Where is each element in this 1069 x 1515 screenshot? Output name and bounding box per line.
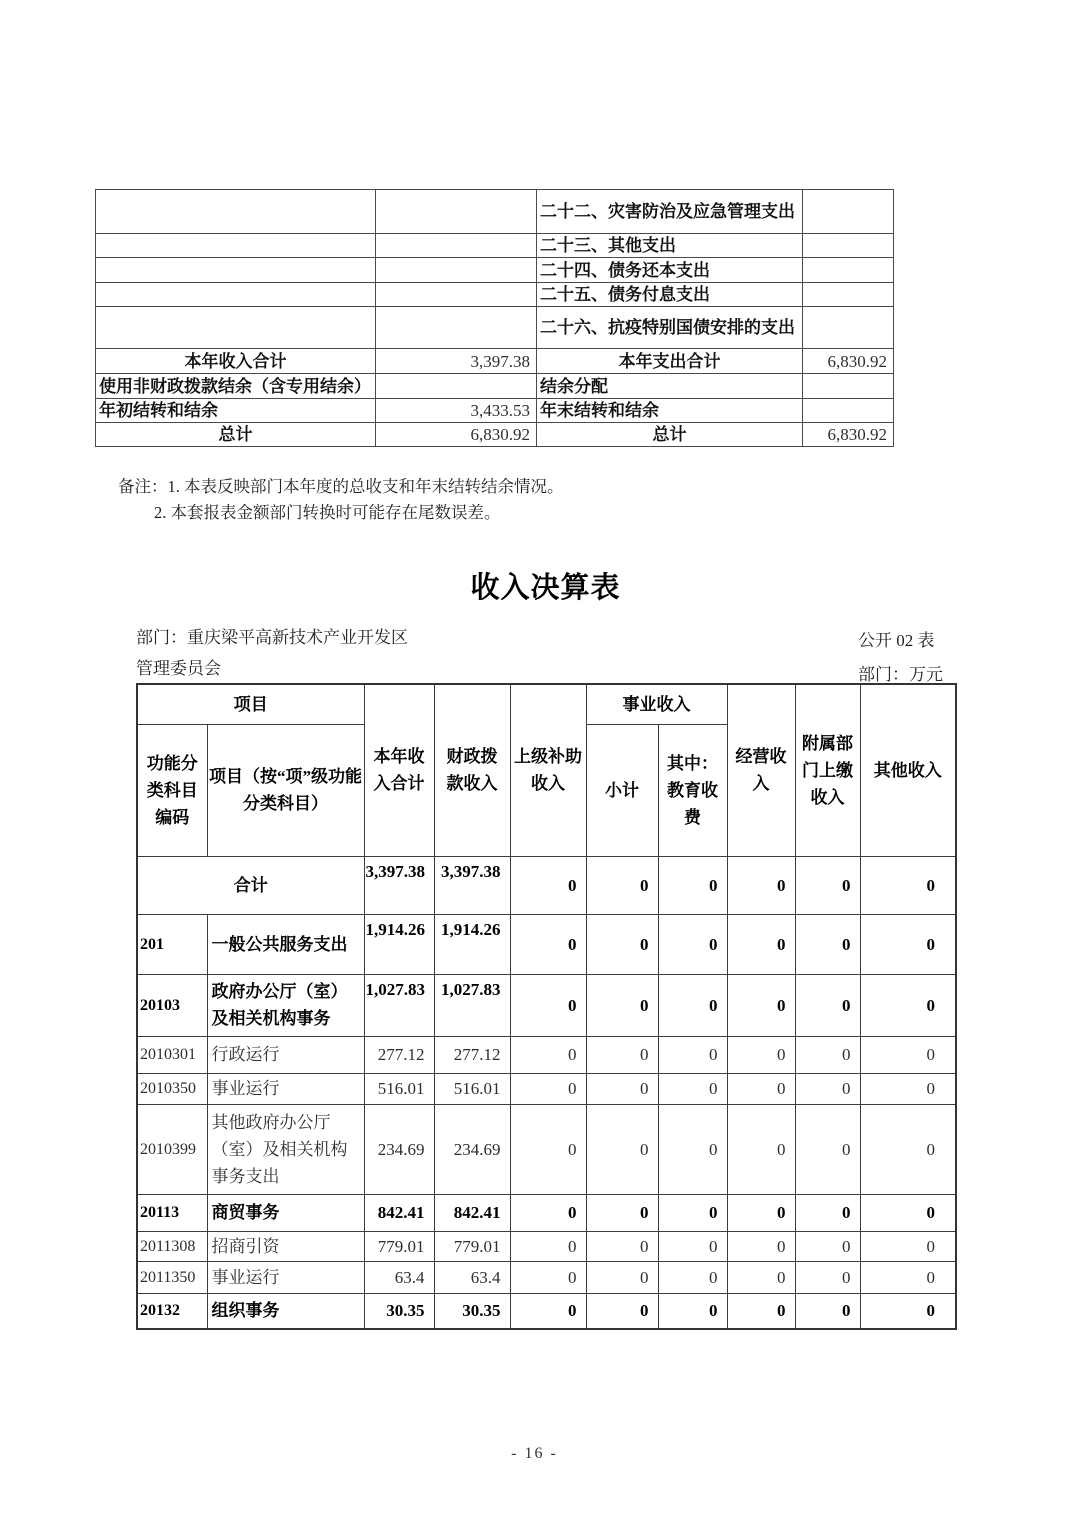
income-value-cell: 0 xyxy=(727,1194,795,1231)
income-value-cell: 516.01 xyxy=(434,1073,510,1104)
income-item-name: 事业运行 xyxy=(207,1073,364,1104)
income-value-cell: 1,914.26 xyxy=(434,914,510,974)
income-value-cell: 0 xyxy=(510,856,586,914)
income-value-cell: 0 xyxy=(658,1293,727,1329)
summary-income-value xyxy=(376,307,537,349)
summary-expense-label: 年末结转和结余 xyxy=(537,399,803,423)
income-value-cell: 0 xyxy=(795,1036,860,1073)
summary-row xyxy=(96,374,894,399)
page-title: 收入决算表 xyxy=(470,572,621,604)
income-value-cell: 0 xyxy=(795,1194,860,1231)
income-value-cell: 0 xyxy=(727,1073,795,1104)
income-value-cell: 0 xyxy=(860,856,956,914)
col-header-superior-label: 上级补助收入 xyxy=(514,747,582,794)
col-header-operating xyxy=(727,684,795,856)
income-item-name: 一般公共服务支出 xyxy=(207,914,364,974)
income-value-cell: 30.35 xyxy=(434,1293,510,1329)
income-value-cell: 0 xyxy=(510,1261,586,1293)
income-item-name: 行政运行 xyxy=(207,1036,364,1073)
income-value-cell: 234.69 xyxy=(364,1104,434,1194)
summary-expense-value xyxy=(803,283,894,307)
col-header-other: 其他收入 xyxy=(860,684,956,856)
income-item-code: 201 xyxy=(137,914,207,974)
income-item-name: 政府办公厅（室）及相关机构事务 xyxy=(207,974,364,1036)
income-item-name: 事业运行 xyxy=(207,1261,364,1293)
summary-income-value xyxy=(376,258,537,283)
summary-row xyxy=(96,258,894,283)
col-header-operating-label: 经营收入 xyxy=(735,747,787,794)
summary-expense-label: 二十三、其他支出 xyxy=(537,234,803,258)
income-value-cell: 0 xyxy=(860,1073,956,1104)
summary-expense-label: 二十二、灾害防治及应急管理支出 xyxy=(537,190,803,234)
summary-expense-value xyxy=(803,374,894,399)
summary-income-value xyxy=(376,234,537,258)
col-header-annual-total xyxy=(364,684,434,856)
income-table-body xyxy=(137,856,956,1329)
col-header-annual-total-label: 本年收入合计 xyxy=(373,747,425,794)
income-value-cell: 0 xyxy=(795,1073,860,1104)
income-value-cell: 0 xyxy=(586,914,658,974)
summary-income-value xyxy=(376,374,537,399)
income-value-cell: 0 xyxy=(510,1036,586,1073)
income-table-header xyxy=(137,684,956,856)
note-text-1: 1. 本表反映部门本年度的总收支和年末结转结余情况。 xyxy=(167,477,564,496)
income-value-cell: 0 xyxy=(586,1073,658,1104)
income-item-code: 20113 xyxy=(137,1194,207,1231)
summary-row xyxy=(96,349,894,374)
income-value-cell: 0 xyxy=(727,974,795,1036)
form-number: 公开 02 表 xyxy=(858,631,935,650)
income-value-cell: 0 xyxy=(510,974,586,1036)
department-block xyxy=(136,622,408,684)
income-item-name: 合计 xyxy=(137,856,364,914)
income-item-name: 商贸事务 xyxy=(207,1194,364,1231)
income-value-cell: 0 xyxy=(727,914,795,974)
col-header-project: 项目 xyxy=(137,684,364,724)
notes-label: 备注： xyxy=(118,477,168,496)
notes xyxy=(118,474,564,526)
income-value-cell: 0 xyxy=(586,1231,658,1261)
summary-income-label xyxy=(96,283,376,307)
income-value-cell: 0 xyxy=(658,1194,727,1231)
summary-table xyxy=(95,189,894,447)
summary-expense-value: 6,830.92 xyxy=(803,423,894,447)
income-value-cell: 63.4 xyxy=(434,1261,510,1293)
income-item-name: 组织事务 xyxy=(207,1293,364,1329)
income-item-code: 2011350 xyxy=(137,1261,207,1293)
income-value-cell: 0 xyxy=(658,1261,727,1293)
income-value-cell: 0 xyxy=(510,1104,586,1194)
income-row xyxy=(137,1036,956,1073)
summary-expense-label: 二十五、债务付息支出 xyxy=(537,283,803,307)
income-item-name: 其他政府办公厅（室）及相关机构事务支出 xyxy=(207,1104,364,1194)
form-meta-block xyxy=(858,624,978,692)
col-header-subtotal: 小计 xyxy=(586,724,658,856)
income-value-cell: 0 xyxy=(795,974,860,1036)
income-value-cell: 842.41 xyxy=(364,1194,434,1231)
income-row xyxy=(137,1073,956,1104)
col-header-superior xyxy=(510,684,586,856)
summary-income-value xyxy=(376,190,537,234)
income-item-code: 2011308 xyxy=(137,1231,207,1261)
income-header-row-1 xyxy=(137,684,956,724)
income-table xyxy=(136,683,957,1330)
summary-expense-value xyxy=(803,258,894,283)
summary-expense-label: 总计 xyxy=(537,423,803,447)
income-value-cell: 0 xyxy=(860,1293,956,1329)
department-line-1: 部门：重庆梁平高新技术产业开发区 xyxy=(136,628,408,647)
summary-income-label: 本年收入合计 xyxy=(96,349,376,374)
income-value-cell: 0 xyxy=(727,1036,795,1073)
col-header-code xyxy=(137,724,207,856)
income-value-cell: 0 xyxy=(795,914,860,974)
income-value-cell: 0 xyxy=(658,1231,727,1261)
summary-income-value: 3,433.53 xyxy=(376,399,537,423)
summary-income-label: 年初结转和结余 xyxy=(96,399,376,423)
income-value-cell: 0 xyxy=(795,856,860,914)
income-value-cell: 0 xyxy=(586,1194,658,1231)
summary-expense-label: 本年支出合计 xyxy=(537,349,803,374)
income-value-cell: 0 xyxy=(795,1231,860,1261)
summary-income-value: 6,830.92 xyxy=(376,423,537,447)
income-row xyxy=(137,914,956,974)
income-value-cell: 0 xyxy=(860,1104,956,1194)
income-value-cell: 0 xyxy=(510,1194,586,1231)
summary-expense-label: 二十六、抗疫特别国债安排的支出 xyxy=(537,307,803,349)
income-item-code: 2010301 xyxy=(137,1036,207,1073)
income-value-cell: 0 xyxy=(586,1293,658,1329)
income-row xyxy=(137,1231,956,1261)
summary-expense-value xyxy=(803,234,894,258)
income-value-cell: 842.41 xyxy=(434,1194,510,1231)
income-value-cell: 0 xyxy=(795,1261,860,1293)
income-row xyxy=(137,1104,956,1194)
income-value-cell: 0 xyxy=(510,914,586,974)
note-line-2: 2. 本套报表金额部门转换时可能存在尾数误差。 xyxy=(154,503,501,522)
summary-row xyxy=(96,234,894,258)
income-value-cell: 0 xyxy=(795,1293,860,1329)
income-value-cell: 234.69 xyxy=(434,1104,510,1194)
income-value-cell: 0 xyxy=(510,1293,586,1329)
income-value-cell: 1,914.26 xyxy=(364,914,434,974)
income-value-cell: 0 xyxy=(510,1231,586,1261)
summary-income-label xyxy=(96,307,376,349)
income-value-cell: 0 xyxy=(510,1073,586,1104)
summary-income-label xyxy=(96,258,376,283)
income-value-cell: 0 xyxy=(860,1036,956,1073)
col-header-item: 项目（按“项”级功能分类科目） xyxy=(207,724,364,856)
income-value-cell: 0 xyxy=(586,1036,658,1073)
note-line-1 xyxy=(118,474,564,500)
income-value-cell: 277.12 xyxy=(364,1036,434,1073)
income-value-cell: 0 xyxy=(658,856,727,914)
income-value-cell: 0 xyxy=(658,1036,727,1073)
col-header-affiliated-label: 附属部门上缴收入 xyxy=(802,733,853,807)
department-line-2: 管理委员会 xyxy=(136,659,221,678)
summary-income-label: 使用非财政拨款结余（含专用结余） xyxy=(96,374,376,399)
summary-expense-label: 二十四、债务还本支出 xyxy=(537,258,803,283)
income-item-code: 20103 xyxy=(137,974,207,1036)
income-value-cell: 0 xyxy=(658,1104,727,1194)
income-value-cell: 0 xyxy=(586,1261,658,1293)
income-value-cell: 0 xyxy=(586,1104,658,1194)
income-value-cell: 30.35 xyxy=(364,1293,434,1329)
income-value-cell: 63.4 xyxy=(364,1261,434,1293)
summary-row xyxy=(96,423,894,447)
summary-expense-value: 6,830.92 xyxy=(803,349,894,374)
income-value-cell: 0 xyxy=(860,1231,956,1261)
summary-table-body xyxy=(96,190,894,447)
income-value-cell: 0 xyxy=(658,914,727,974)
col-header-business-income: 事业收入 xyxy=(586,684,727,724)
col-header-fiscal-label: 财政拨款收入 xyxy=(446,747,498,794)
summary-expense-value xyxy=(803,190,894,234)
summary-income-label: 总计 xyxy=(96,423,376,447)
summary-income-label xyxy=(96,234,376,258)
income-item-code: 20132 xyxy=(137,1293,207,1329)
summary-row xyxy=(96,307,894,349)
income-value-cell: 0 xyxy=(860,974,956,1036)
income-row xyxy=(137,1261,956,1293)
income-value-cell: 0 xyxy=(727,1231,795,1261)
income-value-cell: 1,027.83 xyxy=(364,974,434,1036)
income-value-cell: 3,397.38 xyxy=(434,856,510,914)
income-item-code: 2010399 xyxy=(137,1104,207,1194)
col-header-code-label: 功能分类科目编码 xyxy=(146,753,198,827)
income-row xyxy=(137,1194,956,1231)
income-item-code: 2010350 xyxy=(137,1073,207,1104)
income-value-cell: 0 xyxy=(860,1194,956,1231)
income-value-cell: 0 xyxy=(658,974,727,1036)
summary-income-value xyxy=(376,283,537,307)
income-row xyxy=(137,856,956,914)
summary-expense-value xyxy=(803,399,894,423)
income-value-cell: 3,397.38 xyxy=(364,856,434,914)
income-value-cell: 0 xyxy=(727,1261,795,1293)
income-value-cell: 1,027.83 xyxy=(434,974,510,1036)
col-header-affiliated xyxy=(795,684,860,856)
income-value-cell: 0 xyxy=(727,856,795,914)
income-value-cell: 0 xyxy=(586,974,658,1036)
income-value-cell: 0 xyxy=(860,1261,956,1293)
summary-expense-value xyxy=(803,307,894,349)
income-value-cell: 0 xyxy=(586,856,658,914)
income-value-cell: 779.01 xyxy=(434,1231,510,1261)
unit-label: 部门：万元 xyxy=(858,665,943,684)
income-value-cell: 0 xyxy=(795,1104,860,1194)
income-value-cell: 277.12 xyxy=(434,1036,510,1073)
income-value-cell: 0 xyxy=(658,1073,727,1104)
income-value-cell: 516.01 xyxy=(364,1073,434,1104)
col-header-edu-label: 其中：教育收费 xyxy=(667,753,718,827)
income-value-cell: 0 xyxy=(727,1293,795,1329)
income-value-cell: 779.01 xyxy=(364,1231,434,1261)
page-number: - 16 - xyxy=(511,1445,558,1462)
income-row xyxy=(137,1293,956,1329)
income-row xyxy=(137,974,956,1036)
summary-row xyxy=(96,399,894,423)
summary-income-label xyxy=(96,190,376,234)
income-value-cell: 0 xyxy=(860,914,956,974)
summary-income-value: 3,397.38 xyxy=(376,349,537,374)
summary-expense-label: 结余分配 xyxy=(537,374,803,399)
col-header-fiscal xyxy=(434,684,510,856)
col-header-edu xyxy=(658,724,727,856)
summary-row xyxy=(96,190,894,234)
summary-row xyxy=(96,283,894,307)
income-value-cell: 0 xyxy=(727,1104,795,1194)
income-item-name: 招商引资 xyxy=(207,1231,364,1261)
